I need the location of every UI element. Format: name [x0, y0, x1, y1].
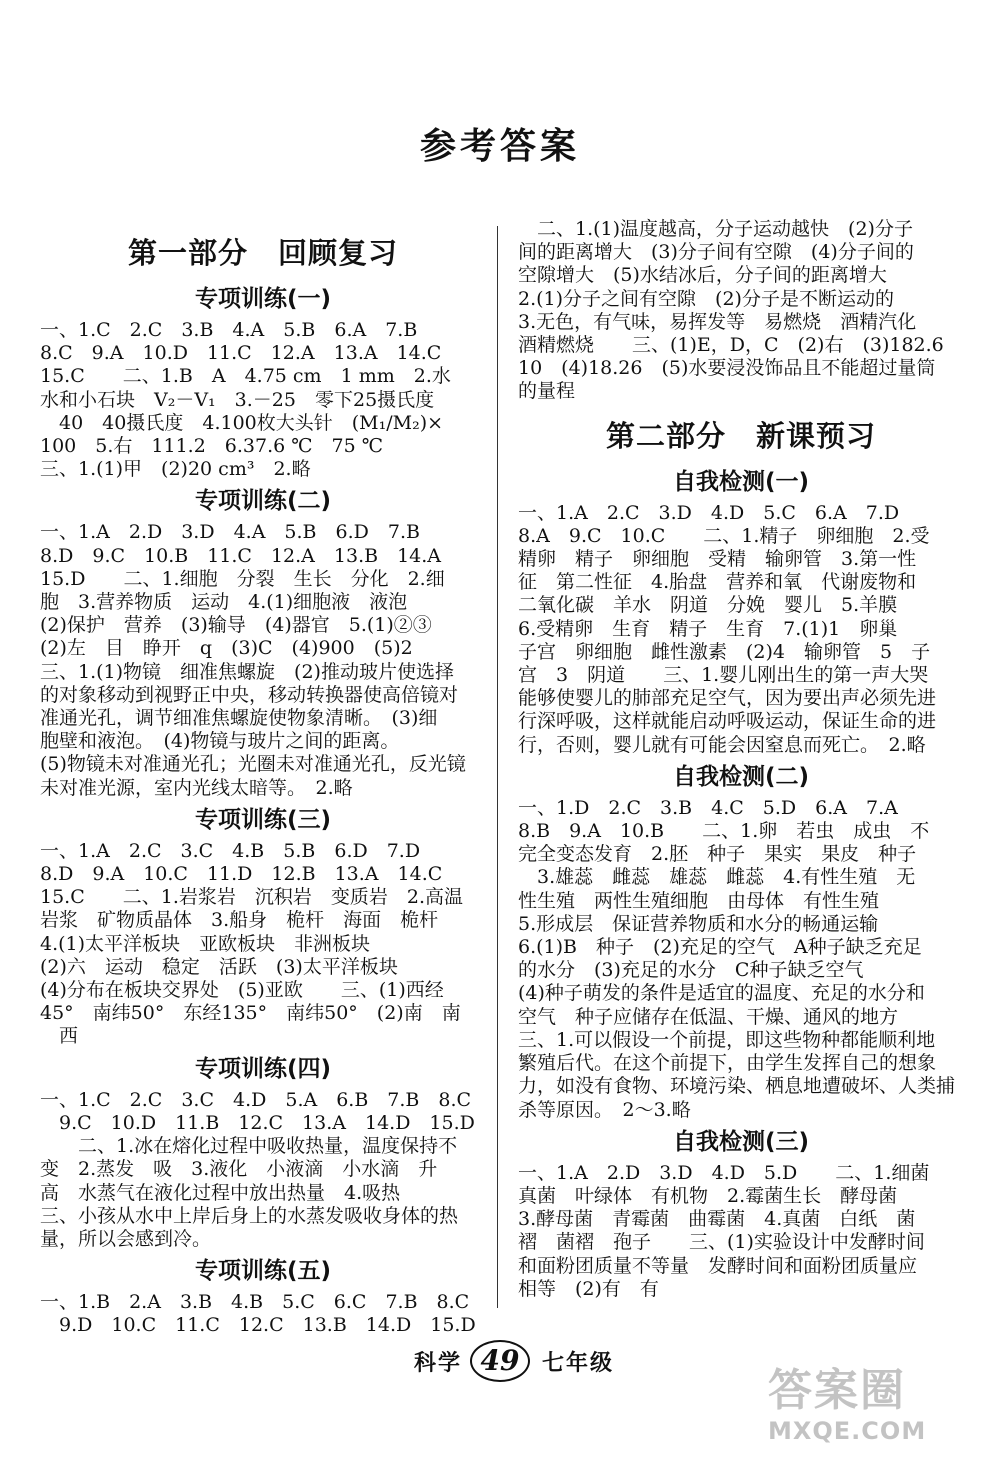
section-heading-3: 专项训练(三)	[194, 806, 332, 833]
answer-line: (2)左 目 睁开 q (3)C (4)900 (5)2	[40, 637, 413, 660]
answer-line: 繁殖后代。在这个前提下，由学生发挥自己的想象	[518, 1052, 937, 1075]
answer-line: 真菌 叶绿体 有机物 2.霉菌生长 酵母菌	[518, 1184, 898, 1207]
answer-line: 三、1.(1)甲 (2)20 cm³ 2.略	[40, 458, 311, 481]
answer-line: 一、1.A 2.D 3.D 4.D 5.D 二、1.细菌	[518, 1161, 930, 1184]
answer-line: 二、1.(1)温度越高，分子运动越快 (2)分子	[518, 218, 913, 240]
self-test-body-2	[518, 797, 964, 1122]
section-body-4	[40, 1089, 486, 1251]
answer-line: 未对准光源，室内光线太暗等。 2.略	[40, 776, 353, 799]
answer-line: 胞壁和液泡。 (4)物镜与玻片之间的距离。	[40, 730, 400, 753]
self-test-heading-2: 自我检测(二)	[672, 763, 810, 790]
answer-line: 一、1.A 2.C 3.D 4.D 5.C 6.A 7.D	[518, 501, 900, 524]
right-column	[518, 218, 964, 1301]
answer-line: 胞 3.营养物质 运动 4.(1)细胞液 液泡	[40, 591, 408, 614]
answer-line: 准通光孔，调节细准焦螺旋使物象清晰。 (3)细	[40, 707, 438, 730]
answer-line: 的量程	[518, 380, 576, 403]
self-test-body-1	[518, 502, 964, 757]
section-heading-2: 专项训练(二)	[194, 488, 332, 515]
watermark-logo	[768, 1365, 978, 1457]
section-heading-4: 专项训练(四)	[194, 1055, 332, 1082]
answer-line: 高 水蒸气在液化过程中放出热量 4.吸热	[40, 1181, 401, 1204]
page-title: 参考答案	[419, 126, 580, 167]
answer-line: 空气 种子应储存在低温、干燥、通风的地方	[518, 1005, 899, 1028]
answer-line: 行深呼吸，这样就能启动呼吸运动，保证生命的进	[518, 710, 937, 733]
answer-line: 水和小石块 V₂－V₁ 3.－25 零下25摄氏度	[40, 388, 435, 411]
answer-line: 性生殖 两性生殖细胞 由母体 有性生殖	[518, 889, 880, 912]
answer-line: 3.无色，有气味，易挥发等 易燃烧 酒精汽化	[518, 310, 917, 333]
answer-line: 8.B 9.A 10.B 二、1.卵 若虫 成虫 不	[518, 820, 930, 843]
answer-line: 相等 (2)有 有	[518, 1277, 659, 1300]
answer-line: 岩浆 矿物质晶体 3.船身 桅杆 海面 桅杆	[40, 909, 439, 932]
answer-line: 3.雄蕊 雌蕊 雄蕊 雌蕊 4.有性生殖 无	[518, 866, 916, 889]
answer-line: 力，如没有食物、环境污染、栖息地遭破坏、人类捕	[518, 1075, 956, 1098]
answer-line: 空隙增大 (5)水结冰后，分子间的距离增大	[518, 264, 887, 287]
answer-line: 完全变态发育 2.胚 种子 果实 果皮 种子	[518, 843, 917, 866]
answer-line: 子宫 卵细胞 雌性激素 (2)4 输卵管 5 子	[518, 640, 931, 663]
answer-line: (4)分布在板块交界处 (5)亚欧 三、(1)西经	[40, 979, 444, 1002]
column-divider	[497, 226, 498, 1308]
answer-line: 褶 菌褶 孢子 三、(1)实验设计中发酵时间	[518, 1231, 925, 1254]
answer-line: 9.C 10.D 11.B 12.C 13.A 14.D 15.D	[40, 1111, 475, 1134]
answer-line: 量，所以会感到冷。	[40, 1227, 212, 1250]
answer-line: 行，否则，婴儿就有可能会因窒息而死亡。 2.略	[518, 733, 926, 756]
answer-line: 三、小孩从水中上岸后身上的水蒸发吸收身体的热	[40, 1204, 459, 1227]
answer-line: 5.形成层 保证营养物质和水分的畅通运输	[518, 912, 879, 935]
answer-line: 9.D 10.C 11.C 12.C 13.B 14.D 15.D	[40, 1314, 476, 1337]
answer-line: 8.D 9.A 10.C 11.D 12.B 13.A 14.C	[40, 863, 443, 886]
answer-line: 45° 南纬50° 东经135° 南纬50° (2)南 南	[40, 1002, 461, 1025]
answer-line: 10 (4)18.26 (5)水要浸没饰品且不能超过量筒	[518, 357, 936, 380]
answer-line: (5)物镜未对准通光孔；光圈未对准通光孔，反光镜	[40, 753, 466, 776]
answer-line: 15.C 二、1.岩浆岩 沉积岩 变质岩 2.高温	[40, 886, 464, 909]
answer-line: 能够使婴儿的肺部充足空气，因为要出声必须先进	[518, 687, 937, 710]
answer-line: 一、1.A 2.C 3.C 4.B 5.B 6.D 7.D	[40, 839, 421, 862]
answer-line: 征 第二性征 4.胎盘 营养和氧 代谢废物和	[518, 571, 917, 594]
part-two-heading: 第二部分 新课预习	[605, 418, 876, 453]
footer-subject: 科学	[414, 1350, 463, 1376]
answer-line: (2)六 运动 稳定 活跃 (3)太平洋板块	[40, 955, 398, 978]
answer-line: 15.C 二、1.B A 4.75 cm 1 mm 2.水	[40, 365, 451, 388]
answer-line: 杀等原因。 2～3.略	[518, 1098, 691, 1121]
section-heading-5: 专项训练(五)	[194, 1258, 332, 1285]
answer-line: 6.受精卵 生育 精子 生育 7.(1)1 卵巢	[518, 617, 898, 640]
answer-line: 一、1.B 2.A 3.B 4.B 5.C 6.C 7.B 8.C	[40, 1291, 470, 1314]
part-one-heading: 第一部分 回顾复习	[127, 236, 398, 270]
answer-line: (2)保护 营养 (3)输导 (4)器官 5.(1)②③	[40, 614, 432, 637]
answer-line: 6.(1)B 种子 (2)充足的空气 A种子缺乏充足	[518, 936, 922, 959]
answer-line: 酒精燃烧 三、(1)E，D，C (2)右 (3)182.6	[518, 334, 944, 357]
answer-line: 8.C 9.A 10.D 11.C 12.A 13.A 14.C	[40, 342, 442, 365]
answer-line: 的对象移动到视野正中央，移动转换器使高倍镜对	[40, 683, 459, 706]
answer-line: 一、1.D 2.C 3.B 4.C 5.D 6.A 7.A	[518, 796, 898, 819]
answer-line: 100 5.右 111.2 6.37.6 ℃ 75 ℃	[40, 435, 383, 458]
continued-answers	[518, 218, 964, 404]
answer-line: 40 40摄氏度 4.100枚大头针 (M₁/M₂)×	[40, 411, 444, 434]
answer-line: 宫 3 阴道 三、1.婴儿刚出生的第一声大哭	[518, 664, 929, 687]
answer-line: 二、1.冰在熔化过程中吸收热量，温度保持不	[40, 1135, 458, 1158]
answer-line: (4)种子萌发的条件是适宜的温度、充足的水分和	[518, 982, 925, 1005]
answer-line: 间的距离增大 (3)分子间有空隙 (4)分子间的	[518, 241, 914, 264]
answer-line: 和面粉团质量不等量 发酵时间和面粉团质量应	[518, 1254, 918, 1277]
section-heading-1: 专项训练(一)	[194, 286, 332, 312]
self-test-heading-3: 自我检测(三)	[672, 1128, 810, 1155]
answer-line: 2.(1)分子之间有空隙 (2)分子是不断运动的	[518, 287, 894, 310]
answer-line: 8.A 9.C 10.C 二、1.精子 卵细胞 2.受	[518, 524, 930, 547]
answer-line: 二氧化碳 羊水 阴道 分娩 婴儿 5.羊膜	[518, 594, 898, 617]
section-body-3	[40, 840, 486, 1049]
answer-line: 变 2.蒸发 吸 3.液化 小液滴 小水滴 升	[40, 1158, 438, 1181]
answer-line: 15.D 二、1.细胞 分裂 生长 分化 2.细	[40, 567, 445, 590]
answer-line: 8.D 9.C 10.B 11.C 12.A 13.B 14.A	[40, 544, 442, 567]
answer-line: 一、1.C 2.C 3.B 4.A 5.B 6.A 7.B	[40, 319, 418, 341]
answer-line: 三、1.可以假设一个前提，即这些物种都能顺利地	[518, 1028, 936, 1051]
watermark-url: MXQE.COM	[768, 1417, 927, 1445]
footer-grade: 七年级	[542, 1350, 615, 1376]
answer-line: 精卵 精子 卵细胞 受精 输卵管 3.第一性	[518, 548, 917, 571]
section-body-1	[40, 319, 486, 481]
section-body-5	[40, 1291, 486, 1337]
answer-line: 3.酵母菌 青霉菌 曲霉菌 4.真菌 白纸 菌	[518, 1208, 916, 1231]
answer-line: 西	[40, 1025, 79, 1048]
self-test-body-3	[518, 1162, 964, 1301]
answer-line: 一、1.A 2.D 3.D 4.A 5.B 6.D 7.B	[40, 521, 420, 544]
left-column	[40, 233, 486, 1338]
answer-line: 4.(1)太平洋板块 亚欧板块 非洲板块	[40, 932, 371, 955]
section-body-2	[40, 521, 486, 799]
answer-line: 一、1.C 2.C 3.C 4.D 5.A 6.B 7.B 8.C	[40, 1088, 472, 1111]
answer-line: 三、1.(1)物镜 细准焦螺旋 (2)推动玻片使选择	[40, 660, 454, 683]
watermark-mark: 答案圈	[768, 1365, 906, 1416]
self-test-heading-1: 自我检测(一)	[672, 468, 810, 495]
answer-line: 的水分 (3)充足的水分 C种子缺乏空气	[518, 959, 864, 982]
page-number: 49	[470, 1340, 530, 1382]
